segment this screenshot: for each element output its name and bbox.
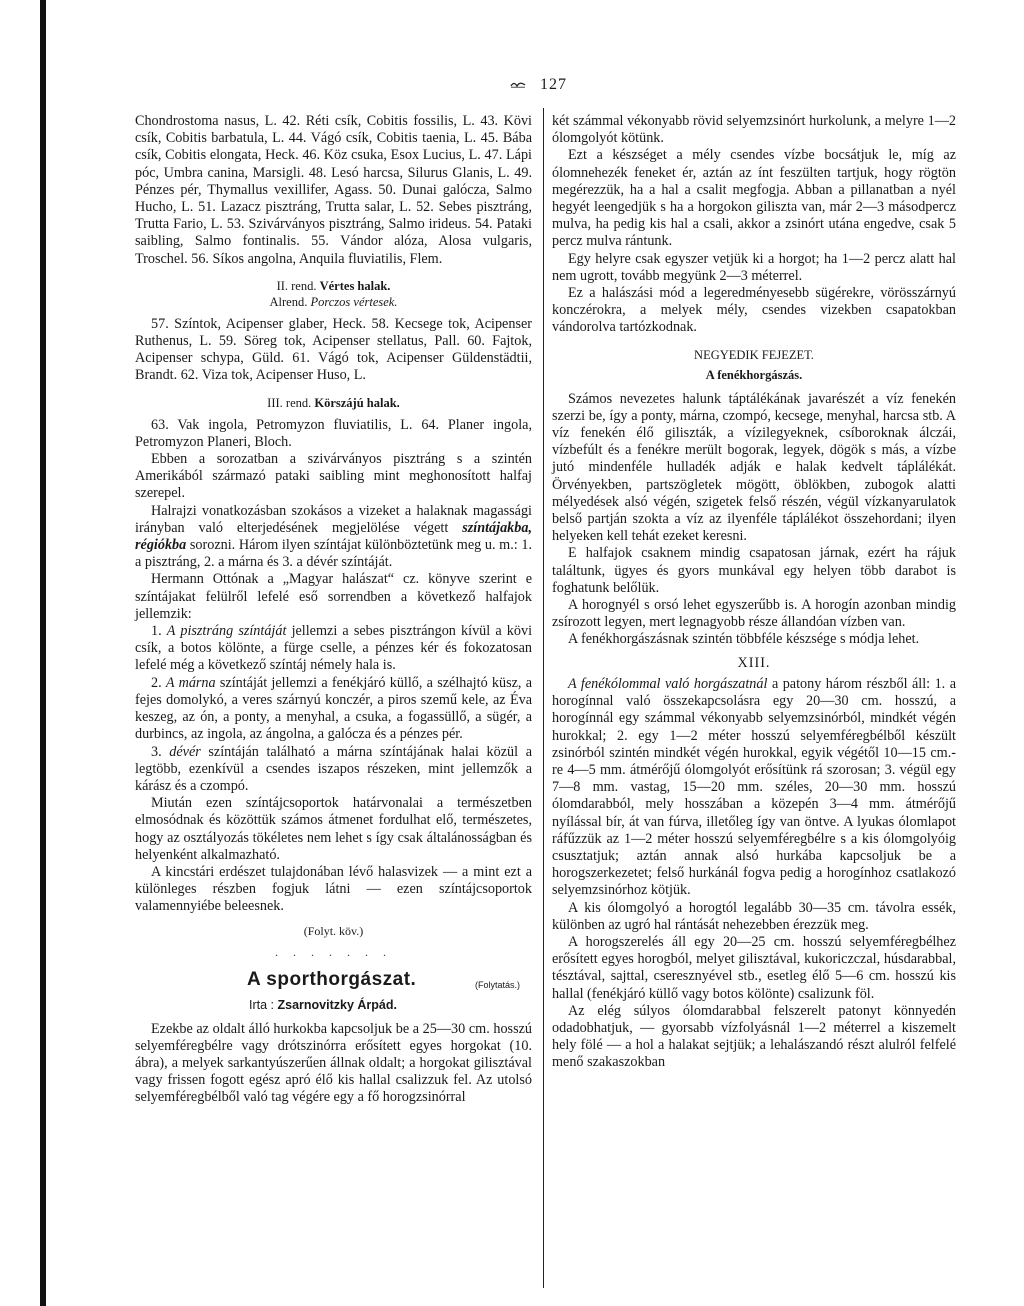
zones-paragraph xyxy=(135,503,532,572)
suborder-prefix: Alrend. xyxy=(269,294,308,309)
hook-rig-paragraph: A horogszerelés áll egy 20—25 cm. hosszú selyemféregbélhez erősített egyes horogból, melyet gilisztával, kukoriczczal, húsdarabbal, tésztával, sajttal, cseresznyével stb., esetleg élő 5—6 cm. hosszú kis hallal (fenékjáró küllő vagy botos kölönte) csalizunk föl. xyxy=(552,933,956,1002)
barbel-zone-paragraph xyxy=(135,675,532,744)
article-intro-paragraph: Ezekbe az oldalt álló hurkokba kapcsoljuk be a 25—30 cm. hosszú selyemféregbélre vagy drótszinórra erősített egyes horgokat (10. ábra), a melyek sarkantyúszerűen állnak oldalt; a horgokat gilisztával vagy frissen fogott egész apró élő kis hallal csalizzuk fel. Az utolsó selyemféregbélből való tag végére egy a fő horogzsinórral xyxy=(135,1020,532,1106)
page-mark-icon xyxy=(510,80,526,88)
best-method-paragraph: Ez a halászási mód a legeredményesebb sügérekre, vörösszárnyú konczérokra, a melyek mély, csendes vizekben csapatokban vándorolva tartózkodnak. xyxy=(552,285,956,336)
trout-zone-paragraph xyxy=(135,623,532,675)
order-two-heading xyxy=(135,278,532,294)
order-three-list-paragraph: 63. Vak ingola, Petromyzon fluviatilis, L. 64. Planer ingola, Petromyzon Planeri, Bloch. xyxy=(135,416,532,450)
rainbow-trout-paragraph: Ebben a sorozatban a szivárványos pisztráng s a szintén Amerikából származó pataki saibling mint meghonosított halfaj szerepel. xyxy=(135,451,532,502)
species-list-paragraph: Chondrostoma nasus, L. 42. Réti csík, Cobitis fossilis, L. 43. Kövi csík, Cobitis barbatula, L. 44. Vágó csík, Cobitis taenia, L. 45. Bába csík, Cobitis elongata, Heck. 46. Köz csuka, Esox Lucius, L. 47. Lápi póc, Umbra canina, Marsigli. 48. Lesó harcsa, Silurus Glanis, L. 49. Pénzes pér, Thymallus vexillifer, Agass. 50. Dunai galócza, Salmo Hucho, L. 51. Lazacz pisztráng, Trutta salar, L. 52. Sebes pisztráng, Trutta Fario, L. 53. Szivárványos pisztráng, Salmo irideus. 54. Pataki saibling, Salmo fontinalis. 55. Vándor alóza, Alosa vulgaris, Troschel. 56. Síkos angolna, Anquila fluviatilis, Flem. xyxy=(135,113,532,267)
bream-zone-number: 3. xyxy=(151,743,162,760)
methods-paragraph: A fenékhorgászásnak szintén többféle készsége s módja lehet. xyxy=(568,631,920,648)
trout-zone-text: jellemzi a sebes pisztrángon kívül a kövi csík, a botos kölönte, a fürge cselle, a pénzes kér és fokozatosan lefelé még a következő színtáj némely hala is. xyxy=(135,623,533,674)
barbel-zone-text: színtáját jellemzi a fenékjáró küllő, a szélhajtó küsz, a fejes domolykó, a veres szárnyú konczér, a piros szemű kele, az Éva keszeg, az ón, a ponty, a menyhal, a csuka, a fogassüllő, a sügér, a durbincs, az ingola, az ángolna, a galócza és a pénzes pér. xyxy=(135,674,533,743)
continued-note: (Folyt. köv.) xyxy=(303,923,364,938)
article-header xyxy=(135,968,532,1021)
order-two-prefix: II. rend. xyxy=(276,278,317,293)
trout-zone-number: 1. xyxy=(151,623,162,640)
bream-zone-emphasis: dévér xyxy=(169,743,201,760)
sinker-paragraph xyxy=(552,676,956,900)
sinker-emphasis: A fenékólommal való horgászatnál xyxy=(568,675,768,692)
boundaries-paragraph: Miután ezen színtájcsoportok határvonalai a természetben elmosódnak és közöttük számos átmenet fordulhat elő, természetes, hogy az osztályozás tökéletes nem lehet s így csak általánosságban és helyenként alkalmazható. xyxy=(135,795,532,863)
author-name: Zsarnovitzky Árpád. xyxy=(277,997,397,1012)
order-two-name: Vértes halak. xyxy=(319,278,391,293)
section-separator: . . . . . . . xyxy=(275,944,392,959)
article-author xyxy=(249,997,397,1014)
zones-text-b: sorozni. Három ilyen színtájat különböztetünk meg u. m.: 1. a pisztráng, 2. a márna és 3. a dévér színtáját. xyxy=(135,537,532,571)
lead-ball-paragraph: A kis ólomgolyó a horogtól legalább 30—35 cm. távolra essék, különben az ugró hal rántását nehezebben érezzük meg. xyxy=(552,899,956,933)
casting-paragraph: Az elég súlyos ólomdarabbal felszerelt patonyt könnyedén odadobhatjuk, — gyorsabb vízfolyásnál 1—2 méterrel a kiszemelt hely fölé — a hol a halakat sejtjük; a lehalászandó részt alulról felfelé menő szakaszokban xyxy=(552,1002,956,1071)
bream-zone-text: színtáján található a márna színtájának halai közül a legtöbb, ezenkívül a csendes iszapos részeken, mint jellemzők a kárász és a czompó. xyxy=(135,743,532,794)
zones-emphasis: színtájakba, régiókba xyxy=(135,519,532,554)
bream-zone-paragraph xyxy=(135,744,532,796)
article-title: A sporthorgászat. xyxy=(247,968,417,990)
bottom-feeding-paragraph: Számos nevezetes halunk táptálékának javarészét a víz fenekén szerzi be, így a ponty, márna, czompó, kecsege, menyhal, harcsa stb. A víz fenekén élő giliszták, a vízilegyeknek, csíboroknak álczái, vízbefúlt és a fenékre merült bogorak, legyek, dögök s más, a vízbe jutó mindenféle hulladék adják e halak kedvelt táplálékát. Örvényekben, partszögletek mögött, öblökben, zubogok alatti mélyedések alsó végén, szigetek felső részén, végül vízkanyarulatok belső partján szokta a víz az ilyenféle táplálékot összehordani; ilyen helyeken kell tehát ezeket keresni. xyxy=(552,390,956,545)
suborder-heading xyxy=(135,294,532,310)
barbel-zone-emphasis: A márna xyxy=(165,674,216,691)
kincstari-paragraph: A kincstári erdészet tulajdonában lévő halasvizek — a mint ezt a különleges részben fogjuk látni — ezen színtájcsoportok valamennyiébe beleesnek. xyxy=(135,863,532,915)
page-header xyxy=(500,76,1000,100)
order-three-heading xyxy=(135,395,532,411)
continuation-paragraph: két számmal vékonyabb rövid selyemzsinórt hurkolunk, a melyre 1—2 ólomgolyót kötünk. xyxy=(552,113,956,147)
right-column xyxy=(552,113,956,1072)
suborder-name: Porczos vértesek. xyxy=(310,294,398,309)
page-number: 127 xyxy=(540,76,567,93)
sinker-text: a patony három részből áll: 1. a horogínnal való összekapcsolásra egy 20—30 cm. hosszú, a horogínnál egy számmal vékonyabb selyemzsinórból, mindkét végén hurokkal; 2. egy 1—2 méter hosszú selyemféregbélből készült zsinórból szintén mindkét végén hurokkal, egyik végétől 10—15 cm.-re 4—5 mm. átmérőjű ólomgolyót erősítünk rá szorosan; 3. végül egy 7—8 mm. vastag, 15—20 mm. széles, 20—30 mm. hosszú ólomdarabból, mely hosszában a közepén 3—4 mm. átmérőjű nyílással bír, át van fúrva, illetőleg így van öntve. A lyukas ólomlapot ráfűzzük az 1—2 méter hosszú selyemféregbélre s a kis ólomgolyóig csusztatjuk; aztán annak alsó hurkába kapcsoljuk be a horogszerkezetet; felső hurkánál fogva pedig a horogínhoz csatlakozó selyemzsinórhoz kötjük. xyxy=(552,675,957,899)
zones-text-a: Halrajzi vonatkozásban szokásos a vizeket a halaknak magassági irányban való elterjedésének megjelölése végett xyxy=(135,502,532,536)
article-continuation-note: (Folytatás.) xyxy=(475,979,521,990)
barbel-zone-number: 2. xyxy=(151,674,162,691)
tackle-paragraph: Ezt a készséget a mély csendes vízbe bocsátjuk le, míg az ólomnehezék feneket ér, aztán az ínt feszülten tartjuk, hogy rögtön megérezzük, ha a hal a csalit megfogja. Abban a pillanatban a nyél hegyét leengedjük s ha a horgokon giliszta van, már 2—3 másodpercz mulva, ha pedig kis hal a csali, akkor a zsinórt utána engedve, csak 5 percz mulva rántunk. xyxy=(552,147,956,250)
section-number: XIII. xyxy=(737,654,771,671)
author-prefix: Irta : xyxy=(249,997,275,1012)
schools-paragraph: E halfajok csaknem mindig csapatosan járnak, ezért ha rájuk találtunk, ügyes és gyors munkával egy helyen több darabot is foghatunk belőlük. xyxy=(552,545,956,596)
scan-edge-bar xyxy=(40,0,46,1306)
column-divider xyxy=(543,108,544,1288)
order-three-name: Körszájú halak. xyxy=(314,395,400,410)
left-column xyxy=(135,113,532,1107)
cast-once-paragraph: Egy helyre csak egyszer vetjük ki a horgot; ha 1—2 percz alatt hal nem ugrott, tovább megyünk 2—3 méterrel. xyxy=(552,250,956,284)
order-three-prefix: III. rend. xyxy=(267,395,312,410)
trout-zone-emphasis: A pisztráng színtáját xyxy=(166,623,287,640)
reel-paragraph: A horognyél s orsó lehet egyszerűbb is. A horogín azonban mindig zsírozott legyen, mert legnagyobb része állandóan vízben van. xyxy=(552,597,956,631)
chapter-title: A fenékhorgászás. xyxy=(705,367,803,382)
order-two-list-paragraph: 57. Színtok, Acipenser glaber, Heck. 58. Kecsege tok, Acipenser Ruthenus, L. 59. Söreg tok, Acipenser stellatus, Pall. 60. Fajtok, Acipenser schypa, Güld. 61. Vágó tok, Acipenser Güldenstädtii, Brandt. 62. Viza tok, Acipenser Huso, L. xyxy=(135,315,532,384)
chapter-label: NEGYEDIK FEJEZET. xyxy=(694,347,814,362)
hermann-paragraph: Hermann Ottónak a „Magyar halászat“ cz. könyve szerint e színtájakat felülről lefelé eső sorrendben a következő halfajok jellemzik: xyxy=(135,571,532,622)
